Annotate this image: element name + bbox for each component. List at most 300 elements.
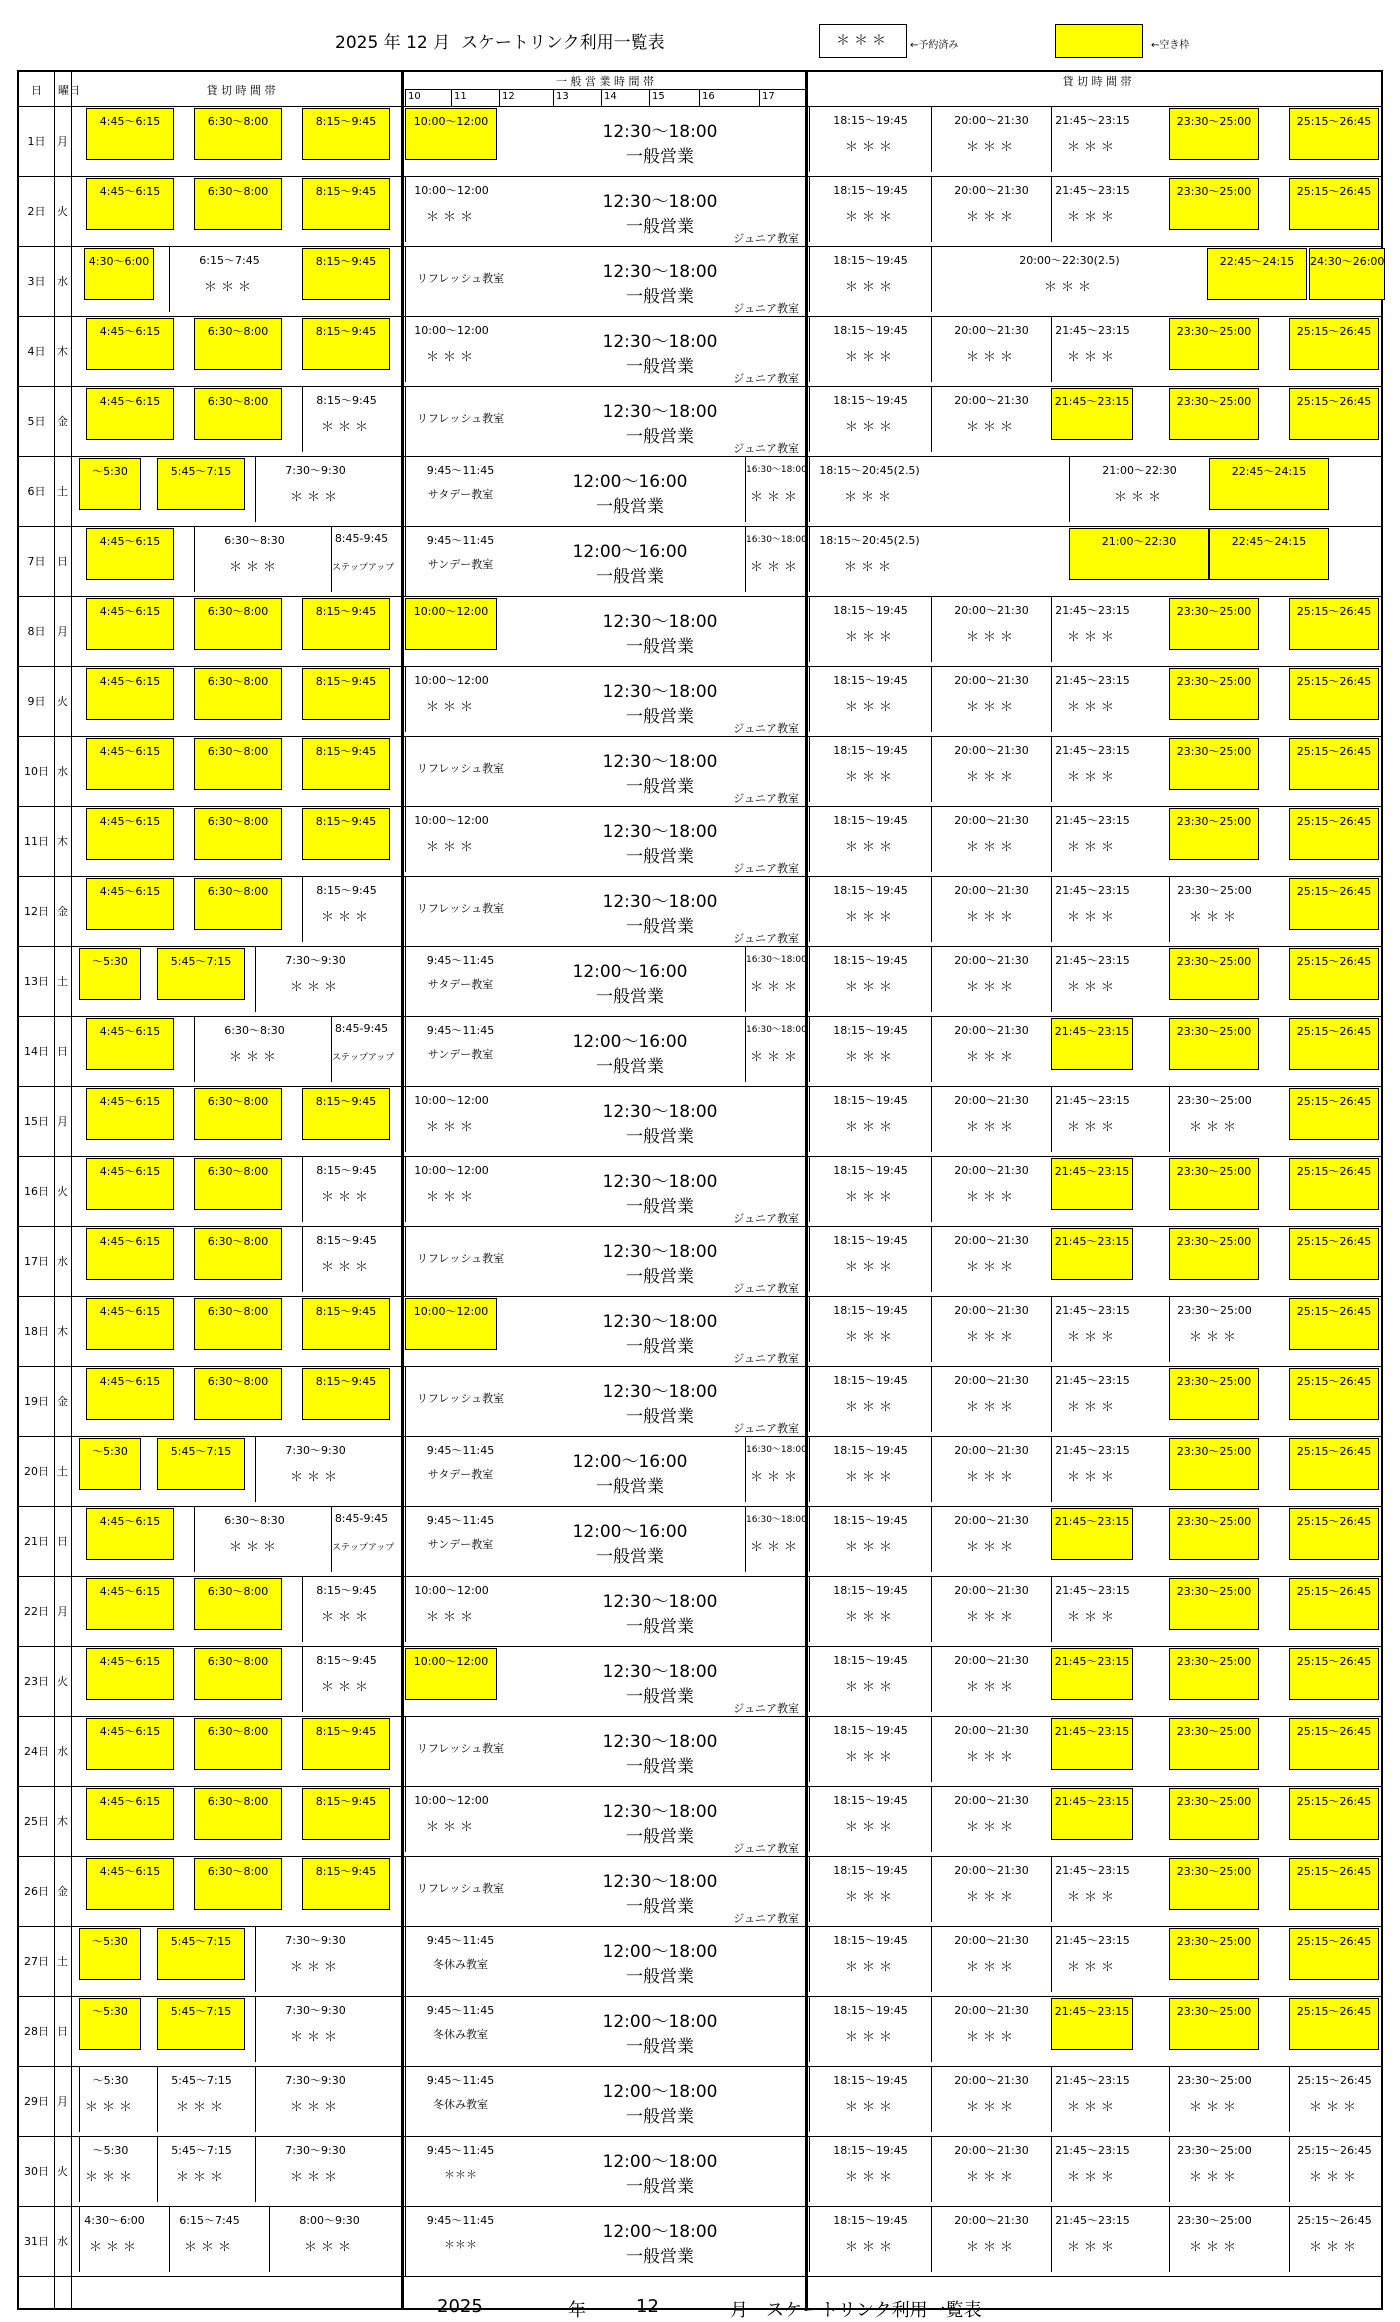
morning-slot[interactable]: [194, 526, 314, 592]
evening-slot[interactable]: [1289, 1018, 1379, 1070]
evening-slot[interactable]: [1169, 1998, 1259, 2050]
evening-slot[interactable]: [1169, 108, 1259, 160]
evening-slot[interactable]: [1289, 1648, 1379, 1700]
evening-slot[interactable]: [1069, 528, 1209, 580]
morning-slot[interactable]: [86, 178, 174, 230]
evening-slot[interactable]: [1309, 248, 1385, 300]
morning-slot[interactable]: [86, 1648, 174, 1700]
morning-slot[interactable]: [169, 2206, 249, 2272]
evening-slot[interactable]: [809, 1786, 931, 1852]
morning-slot[interactable]: [194, 598, 282, 650]
evening-slot[interactable]: [1209, 458, 1329, 510]
morning-slot[interactable]: [269, 2206, 389, 2272]
evening-slot[interactable]: [1289, 1088, 1379, 1140]
morning-slot[interactable]: [157, 1998, 245, 2050]
morning-slot[interactable]: [194, 1718, 282, 1770]
evening-slot[interactable]: [931, 736, 1051, 802]
morning-slot[interactable]: [86, 598, 174, 650]
evening-slot[interactable]: [931, 1016, 1051, 1082]
evening-slot[interactable]: [1169, 2206, 1259, 2272]
morning-slot[interactable]: [255, 2136, 375, 2202]
evening-slot[interactable]: [1169, 808, 1259, 860]
morning-slot[interactable]: [86, 738, 174, 790]
morning-slot[interactable]: [302, 1368, 390, 1420]
class-slot[interactable]: [405, 876, 515, 946]
morning-slot[interactable]: [302, 1298, 390, 1350]
morning-slot[interactable]: [302, 738, 390, 790]
morning-slot[interactable]: [302, 248, 390, 300]
evening-slot[interactable]: [809, 176, 931, 242]
class-slot[interactable]: [405, 1926, 515, 1996]
morning-slot[interactable]: [86, 878, 174, 930]
evening-slot[interactable]: [809, 666, 931, 732]
evening-slot[interactable]: [809, 1646, 931, 1712]
midday-slot[interactable]: [405, 1086, 497, 1152]
morning-slot[interactable]: [194, 1506, 314, 1572]
morning-slot[interactable]: [194, 1228, 282, 1280]
weekday-cell: 火: [57, 2165, 68, 2178]
evening-slot[interactable]: [1169, 2066, 1259, 2132]
evening-slot[interactable]: [1289, 1228, 1379, 1280]
class-slot[interactable]: [405, 1856, 515, 1926]
evening-slot[interactable]: [931, 1996, 1051, 2062]
midday-slot[interactable]: [405, 1576, 497, 1642]
evening-slot[interactable]: [931, 176, 1051, 242]
evening-slot[interactable]: [1051, 2066, 1133, 2132]
morning-slot[interactable]: [84, 248, 154, 300]
morning-slot[interactable]: [302, 318, 390, 370]
morning-slot[interactable]: [86, 388, 174, 440]
header-dow: 曜日: [58, 84, 80, 97]
evening-slot[interactable]: [1289, 598, 1379, 650]
late-slot[interactable]: [745, 1506, 805, 1572]
evening-slot[interactable]: [809, 1296, 931, 1362]
morning-slot[interactable]: [79, 948, 141, 1000]
evening-slot[interactable]: [931, 1366, 1051, 1432]
evening-slot[interactable]: [1169, 598, 1259, 650]
evening-slot[interactable]: [809, 386, 931, 452]
evening-slot[interactable]: [1051, 1296, 1133, 1362]
morning-slot[interactable]: [255, 1926, 375, 1992]
evening-slot[interactable]: [931, 1086, 1051, 1152]
evening-slot[interactable]: [1289, 318, 1379, 370]
slot-time: 20:00〜21:30: [954, 1444, 1029, 1457]
morning-slot[interactable]: [86, 1088, 174, 1140]
morning-slot[interactable]: [79, 1998, 141, 2050]
morning-slot[interactable]: [157, 1928, 245, 1980]
late-slot[interactable]: [745, 456, 805, 522]
morning-slot[interactable]: [194, 668, 282, 720]
evening-slot[interactable]: [809, 1156, 931, 1222]
morning-slot[interactable]: [86, 1508, 174, 1560]
evening-slot[interactable]: [1289, 1788, 1379, 1840]
morning-slot[interactable]: [86, 108, 174, 160]
evening-slot[interactable]: [931, 1436, 1051, 1502]
morning-slot[interactable]: [86, 1018, 174, 1070]
morning-slot[interactable]: [255, 946, 375, 1012]
morning-slot[interactable]: [194, 1368, 282, 1420]
evening-slot[interactable]: [1051, 1576, 1133, 1642]
evening-slot[interactable]: [931, 946, 1051, 1012]
evening-slot[interactable]: [1289, 178, 1379, 230]
morning-slot[interactable]: [302, 668, 390, 720]
slot-time: 8:15〜9:45: [315, 815, 377, 828]
evening-slot[interactable]: [1051, 388, 1133, 440]
evening-slot[interactable]: [931, 386, 1051, 452]
evening-slot[interactable]: [1289, 1718, 1379, 1770]
morning-slot[interactable]: [86, 1298, 174, 1350]
evening-slot[interactable]: [1289, 1368, 1379, 1420]
evening-slot[interactable]: [809, 1226, 931, 1292]
evening-slot[interactable]: [809, 1926, 931, 1992]
evening-slot[interactable]: [1169, 2136, 1259, 2202]
morning-slot[interactable]: [194, 1858, 282, 1910]
morning-slot[interactable]: [86, 318, 174, 370]
evening-slot[interactable]: [1169, 1018, 1259, 1070]
slot-time: 6:30〜8:00: [207, 1655, 269, 1668]
morning-slot[interactable]: [302, 1646, 390, 1712]
midday-slot[interactable]: [405, 1298, 497, 1350]
evening-slot[interactable]: [1051, 2206, 1133, 2272]
evening-slot[interactable]: [931, 1576, 1051, 1642]
evening-slot[interactable]: [931, 2066, 1051, 2132]
midday-slot[interactable]: [405, 316, 497, 382]
morning-slot[interactable]: [255, 456, 375, 522]
evening-slot[interactable]: [1169, 948, 1259, 1000]
evening-slot[interactable]: [1209, 528, 1329, 580]
morning-slot[interactable]: [157, 1438, 245, 1490]
evening-slot[interactable]: [1051, 2136, 1133, 2202]
evening-slot[interactable]: [1169, 1648, 1259, 1700]
morning-slot[interactable]: [194, 878, 282, 930]
morning-slot[interactable]: [79, 1438, 141, 1490]
table-row: [19, 1506, 1381, 1577]
evening-slot[interactable]: [809, 1576, 931, 1642]
morning-slot[interactable]: [86, 808, 174, 860]
morning-slot[interactable]: [86, 668, 174, 720]
evening-slot[interactable]: [809, 596, 931, 662]
evening-slot[interactable]: [1051, 1158, 1133, 1210]
evening-slot[interactable]: [1051, 1718, 1133, 1770]
evening-slot[interactable]: [1289, 808, 1379, 860]
evening-slot[interactable]: [1051, 666, 1133, 732]
midday-slot[interactable]: [405, 1156, 497, 1222]
evening-slot[interactable]: [931, 1226, 1051, 1292]
evening-slot[interactable]: [1051, 1648, 1133, 1700]
evening-slot[interactable]: [1051, 316, 1133, 382]
slot-time: 10:00〜12:00: [414, 1584, 489, 1597]
evening-slot[interactable]: [931, 106, 1051, 172]
class-slot[interactable]: [405, 1506, 515, 1576]
evening-slot[interactable]: [1169, 1718, 1259, 1770]
morning-slot[interactable]: [302, 1858, 390, 1910]
evening-slot[interactable]: [1289, 2136, 1379, 2202]
evening-slot[interactable]: [1051, 176, 1133, 242]
slot-time: 21:45〜23:15: [1054, 1515, 1130, 1528]
morning-slot[interactable]: [302, 108, 390, 160]
evening-slot[interactable]: [1169, 1368, 1259, 1420]
evening-slot[interactable]: [1051, 1228, 1133, 1280]
morning-slot[interactable]: [194, 388, 282, 440]
evening-slot[interactable]: [931, 1926, 1051, 1992]
evening-slot[interactable]: [809, 876, 931, 942]
evening-slot[interactable]: [809, 1996, 931, 2062]
evening-slot[interactable]: [931, 1786, 1051, 1852]
evening-slot[interactable]: [809, 2136, 931, 2202]
morning-slot[interactable]: [255, 2066, 375, 2132]
evening-slot[interactable]: [1051, 946, 1133, 1012]
evening-slot[interactable]: [1289, 1508, 1379, 1560]
evening-slot[interactable]: [931, 596, 1051, 662]
evening-slot[interactable]: [1051, 1366, 1133, 1432]
evening-slot[interactable]: [809, 736, 931, 802]
morning-slot[interactable]: [79, 2136, 141, 2202]
evening-slot[interactable]: [809, 2206, 931, 2272]
evening-slot[interactable]: [1069, 456, 1209, 522]
class-slot[interactable]: [405, 2136, 515, 2206]
evening-slot[interactable]: [809, 1716, 931, 1782]
evening-slot[interactable]: [1169, 388, 1259, 440]
evening-slot[interactable]: [1051, 1998, 1133, 2050]
class-slot[interactable]: [405, 1996, 515, 2066]
evening-slot[interactable]: [1289, 738, 1379, 790]
evening-slot[interactable]: [809, 1366, 931, 1432]
evening-slot[interactable]: [931, 876, 1051, 942]
class-slot[interactable]: [405, 1226, 515, 1296]
evening-slot[interactable]: [1289, 2206, 1379, 2272]
evening-slot[interactable]: [931, 1156, 1051, 1222]
morning-slot[interactable]: [86, 1228, 174, 1280]
evening-slot[interactable]: [1169, 1228, 1259, 1280]
evening-slot[interactable]: [809, 1506, 931, 1572]
evening-slot[interactable]: [1051, 1856, 1133, 1922]
evening-slot[interactable]: [1051, 596, 1133, 662]
morning-slot[interactable]: [331, 1016, 395, 1082]
morning-slot[interactable]: [194, 108, 282, 160]
evening-slot[interactable]: [1169, 1508, 1259, 1560]
evening-slot[interactable]: [1289, 1578, 1379, 1630]
late-slot[interactable]: [745, 1436, 805, 1502]
evening-slot[interactable]: [1169, 738, 1259, 790]
morning-slot[interactable]: [302, 1788, 390, 1840]
midday-slot[interactable]: [405, 666, 497, 732]
evening-slot[interactable]: [931, 2136, 1051, 2202]
morning-slot[interactable]: [302, 1576, 390, 1642]
class-slot[interactable]: [405, 1716, 515, 1786]
hour-tick: [405, 89, 406, 106]
evening-slot[interactable]: [809, 526, 929, 592]
morning-slot[interactable]: [86, 1788, 174, 1840]
morning-slot[interactable]: [157, 458, 245, 510]
class-slot[interactable]: [405, 1436, 515, 1506]
late-slot[interactable]: [745, 1016, 805, 1082]
evening-slot[interactable]: [931, 666, 1051, 732]
evening-slot[interactable]: [1169, 668, 1259, 720]
midday-slot[interactable]: [405, 806, 497, 872]
morning-slot[interactable]: [79, 1928, 141, 1980]
evening-slot[interactable]: [931, 316, 1051, 382]
evening-slot[interactable]: [1051, 876, 1133, 942]
class-slot[interactable]: [405, 386, 515, 456]
morning-slot[interactable]: [79, 2206, 149, 2272]
morning-slot[interactable]: [86, 1858, 174, 1910]
morning-slot[interactable]: [302, 1156, 390, 1222]
evening-slot[interactable]: [809, 106, 931, 172]
evening-slot[interactable]: [1169, 876, 1259, 942]
evening-slot[interactable]: [931, 1506, 1051, 1572]
evening-slot[interactable]: [1289, 1298, 1379, 1350]
evening-slot[interactable]: [1051, 106, 1133, 172]
morning-slot[interactable]: [302, 876, 390, 942]
morning-slot[interactable]: [86, 1718, 174, 1770]
evening-slot[interactable]: [1051, 806, 1133, 872]
class-slot[interactable]: [405, 2206, 515, 2276]
class-slot[interactable]: [405, 946, 515, 1016]
midday-slot[interactable]: [405, 1648, 497, 1700]
evening-slot[interactable]: [931, 1296, 1051, 1362]
evening-slot[interactable]: [1169, 1928, 1259, 1980]
table-row: [19, 736, 1381, 807]
morning-slot[interactable]: [194, 178, 282, 230]
morning-slot[interactable]: [79, 2066, 141, 2132]
evening-slot[interactable]: [1169, 318, 1259, 370]
midday-slot[interactable]: [405, 176, 497, 242]
morning-slot[interactable]: [79, 458, 141, 510]
evening-slot[interactable]: [1289, 948, 1379, 1000]
class-slot[interactable]: [405, 246, 515, 316]
evening-slot[interactable]: [1289, 1158, 1379, 1210]
evening-slot[interactable]: [1289, 878, 1379, 930]
morning-slot[interactable]: [194, 1016, 314, 1082]
morning-slot[interactable]: [302, 1718, 390, 1770]
evening-slot[interactable]: [809, 1436, 931, 1502]
class-slot[interactable]: [405, 526, 515, 596]
morning-slot[interactable]: [331, 526, 395, 592]
slot-time: 8:45-9:45: [334, 532, 389, 545]
evening-slot[interactable]: [809, 1016, 931, 1082]
evening-slot[interactable]: [1051, 1018, 1133, 1070]
evening-slot[interactable]: [1051, 736, 1133, 802]
midday-slot[interactable]: [405, 108, 497, 160]
class-slot[interactable]: [405, 2066, 515, 2136]
general-label: 一般営業: [626, 287, 694, 307]
evening-slot[interactable]: [809, 946, 931, 1012]
evening-slot[interactable]: [809, 2066, 931, 2132]
late-slot[interactable]: [745, 946, 805, 1012]
evening-slot[interactable]: [1289, 1438, 1379, 1490]
evening-slot[interactable]: [1169, 1788, 1259, 1840]
morning-slot[interactable]: [194, 1158, 282, 1210]
class-slot[interactable]: [405, 456, 515, 526]
title-name: スケートリンク利用一覧表: [460, 33, 665, 53]
slot-time: 6:30〜8:00: [207, 1095, 269, 1108]
evening-slot[interactable]: [931, 1716, 1051, 1782]
evening-slot[interactable]: [809, 456, 929, 522]
evening-slot[interactable]: [1051, 1788, 1133, 1840]
evening-slot[interactable]: [931, 1856, 1051, 1922]
morning-slot[interactable]: [255, 1436, 375, 1502]
morning-slot[interactable]: [194, 1648, 282, 1700]
morning-slot[interactable]: [157, 2066, 245, 2132]
evening-slot[interactable]: [1289, 388, 1379, 440]
morning-slot[interactable]: [302, 808, 390, 860]
evening-slot[interactable]: [1051, 1508, 1133, 1560]
morning-slot[interactable]: [302, 1226, 390, 1292]
morning-slot[interactable]: [169, 246, 289, 312]
morning-slot[interactable]: [157, 2136, 245, 2202]
morning-slot[interactable]: [302, 598, 390, 650]
morning-slot[interactable]: [86, 528, 174, 580]
evening-slot[interactable]: [809, 806, 931, 872]
slot-time: 10:00〜12:00: [414, 1094, 489, 1107]
morning-slot[interactable]: [86, 1578, 174, 1630]
morning-slot[interactable]: [194, 1298, 282, 1350]
evening-slot[interactable]: [1169, 1086, 1259, 1152]
evening-slot[interactable]: [1289, 1858, 1379, 1910]
evening-slot[interactable]: [1289, 108, 1379, 160]
evening-slot[interactable]: [1289, 1998, 1379, 2050]
slot-time: 6:30〜8:00: [207, 815, 269, 828]
late-slot[interactable]: [745, 526, 805, 592]
evening-slot[interactable]: [809, 246, 931, 312]
evening-slot[interactable]: [1169, 1578, 1259, 1630]
footer-year: 2025: [437, 2296, 483, 2317]
evening-slot[interactable]: [809, 1086, 931, 1152]
morning-slot[interactable]: [302, 178, 390, 230]
evening-slot[interactable]: [1169, 1438, 1259, 1490]
evening-slot[interactable]: [931, 1646, 1051, 1712]
evening-slot[interactable]: [1051, 1926, 1133, 1992]
morning-slot[interactable]: [331, 1506, 395, 1572]
evening-slot[interactable]: [1051, 1436, 1133, 1502]
evening-slot[interactable]: [1289, 668, 1379, 720]
class-label: リフレッシュ教室: [416, 1252, 505, 1265]
morning-slot[interactable]: [255, 1996, 375, 2062]
morning-slot[interactable]: [194, 1088, 282, 1140]
evening-slot[interactable]: [809, 1856, 931, 1922]
morning-slot[interactable]: [157, 948, 245, 1000]
evening-slot[interactable]: [1051, 1086, 1133, 1152]
class-slot[interactable]: [405, 1016, 515, 1086]
evening-slot[interactable]: [931, 806, 1051, 872]
evening-slot[interactable]: [1207, 248, 1307, 300]
morning-slot[interactable]: [86, 1368, 174, 1420]
midday-slot[interactable]: [405, 1786, 497, 1852]
evening-slot[interactable]: [1169, 178, 1259, 230]
evening-slot[interactable]: [1289, 2066, 1379, 2132]
class-slot[interactable]: [405, 1366, 515, 1436]
evening-slot[interactable]: [1289, 1928, 1379, 1980]
morning-slot[interactable]: [302, 386, 390, 452]
general-label: 一般営業: [626, 1897, 694, 1917]
evening-slot[interactable]: [1169, 1858, 1259, 1910]
evening-slot[interactable]: [1169, 1158, 1259, 1210]
evening-slot[interactable]: [931, 2206, 1051, 2272]
morning-slot[interactable]: [302, 1088, 390, 1140]
evening-slot[interactable]: [809, 316, 931, 382]
morning-slot[interactable]: [194, 318, 282, 370]
morning-slot[interactable]: [194, 1788, 282, 1840]
evening-slot[interactable]: [1169, 1296, 1259, 1362]
morning-slot[interactable]: [194, 808, 282, 860]
booked-mark: ＊＊＊: [320, 1610, 372, 1625]
class-slot[interactable]: [405, 736, 515, 806]
morning-slot[interactable]: [86, 1158, 174, 1210]
morning-slot[interactable]: [194, 1578, 282, 1630]
morning-slot[interactable]: [194, 738, 282, 790]
evening-slot[interactable]: [931, 246, 1207, 312]
midday-slot[interactable]: [405, 598, 497, 650]
